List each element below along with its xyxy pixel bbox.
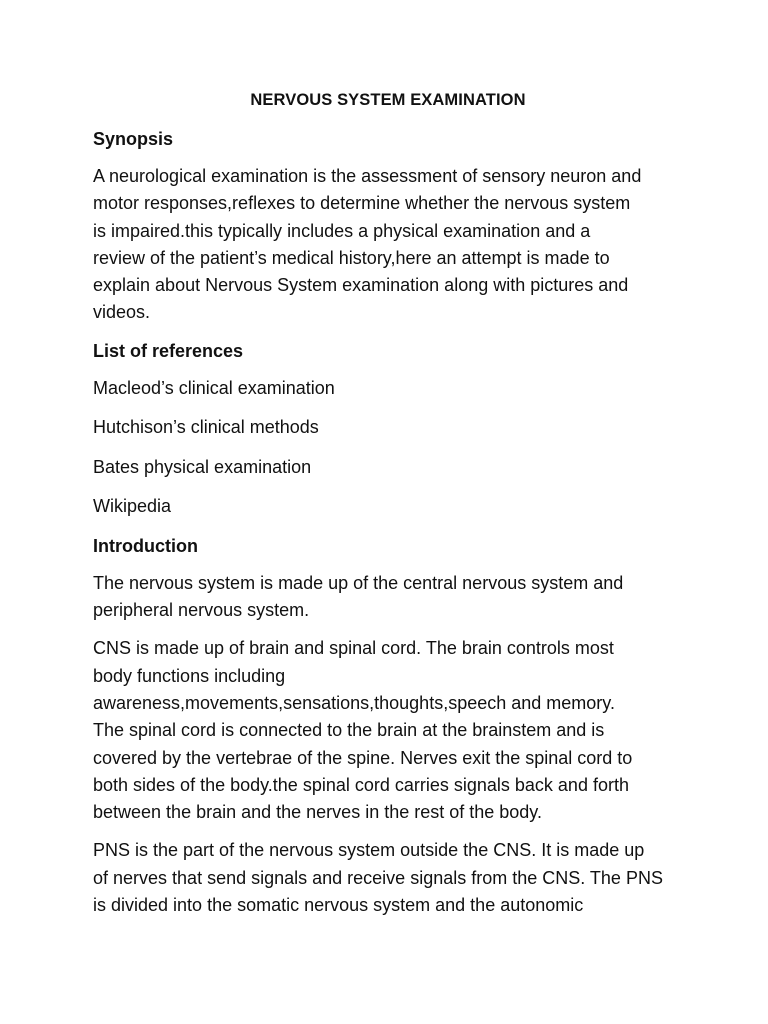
text-line: body functions including [93,665,286,686]
cns-paragraph [93,635,683,826]
introduction-heading: Introduction [93,535,198,556]
reference-item: Wikipedia [93,496,172,517]
text-line: motor responses,reflexes to determine whether the nervous system [93,193,631,214]
text-line: CNS is made up of brain and spinal cord. The brain controls most [93,638,614,659]
document-content [93,88,683,930]
reference-item: Hutchison’s clinical methods [93,417,319,438]
text-line: videos. [93,302,151,323]
text-line: PNS is the part of the nervous system outside the CNS. It is made up [93,840,645,861]
document-title: NERVOUS SYSTEM EXAMINATION [250,91,526,109]
text-line: is divided into the somatic nervous system and the autonomic [93,895,584,916]
pns-paragraph [93,837,683,919]
text-line: between the brain and the nerves in the rest of the body. [93,802,542,823]
reference-item: Macleod’s clinical examination [93,377,335,398]
synopsis-paragraph [93,163,683,327]
text-line: both sides of the body.the spinal cord carries signals back and forth [93,774,629,795]
text-line: explain about Nervous System examination along with pictures and [93,275,629,296]
text-line: awareness,movements,sensations,thoughts,speech and memory. [93,692,615,713]
references-heading: List of references [93,340,244,361]
text-line: is impaired.this typically includes a physical examination and a [93,220,591,241]
text-line: peripheral nervous system. [93,600,310,621]
text-line: The nervous system is made up of the central nervous system and [93,572,624,593]
text-line: covered by the vertebrae of the spine. Nerves exit the spinal cord to [93,747,633,768]
introduction-paragraph [93,570,683,625]
reference-item: Bates physical examination [93,456,312,477]
text-line: of nerves that send signals and receive signals from the CNS. The PNS [93,867,663,888]
text-line: A neurological examination is the assessment of sensory neuron and [93,166,642,186]
text-line: review of the patient’s medical history,here an attempt is made to [93,247,610,268]
text-line: The spinal cord is connected to the brain at the brainstem and is [93,720,605,741]
synopsis-heading: Synopsis [93,129,174,149]
